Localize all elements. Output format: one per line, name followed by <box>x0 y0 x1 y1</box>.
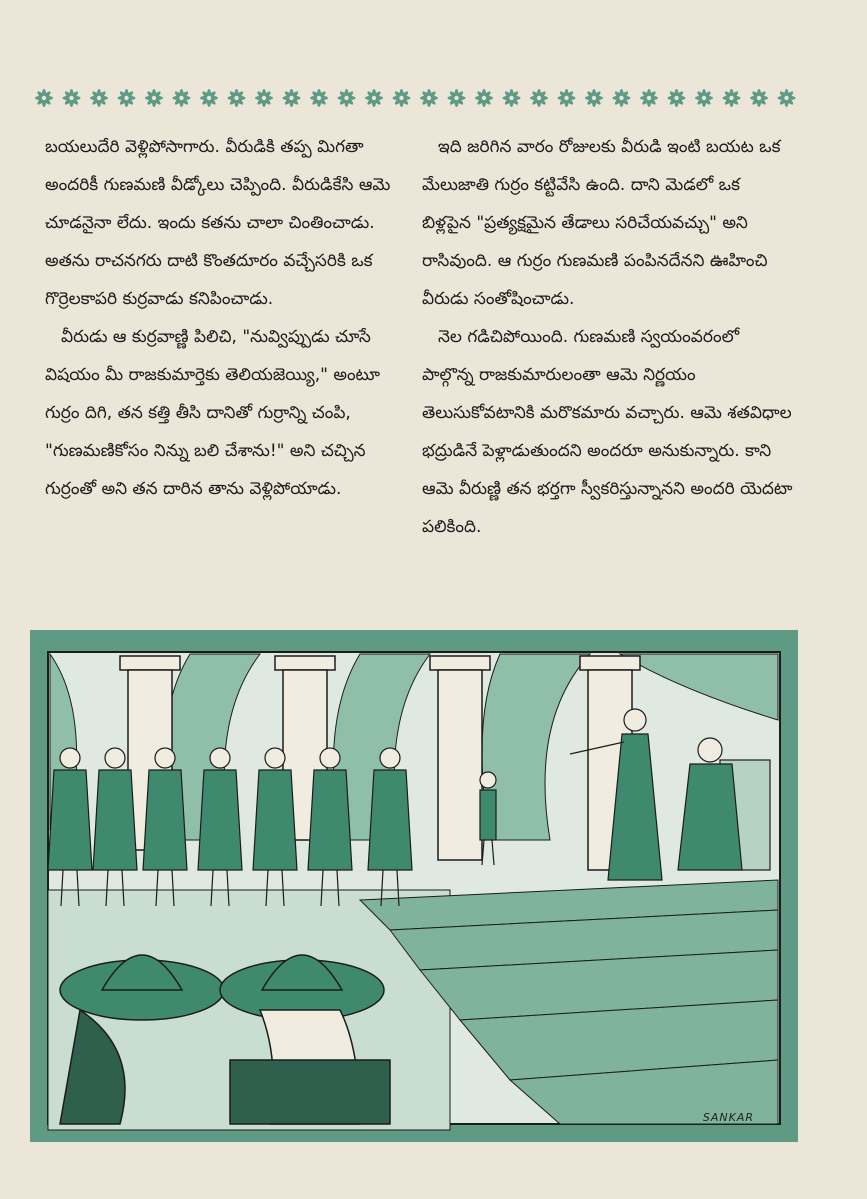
border-flower-icon <box>118 89 136 107</box>
paragraph: ఇది జరిగిన వారం రోజులకు వీరుడి ఇంటి బయట ఒక మేలుజాతి గుర్రం కట్టివేసి ఉంది. దాని మెడలో ఒక బిళ్లపైన "ప్రత్యక్షమైన తేడాలు సరిచేయవచ్చు" అని రాసివుంది. ఆ గుర్రం గుణమణి పంపినదేనని ఊహించి వీరుడు సంతోషించాడు. <box>422 137 781 309</box>
border-flower-icon <box>255 89 273 107</box>
border-flower-icon <box>283 89 301 107</box>
border-flower-icon <box>35 89 53 107</box>
border-flower-icon <box>558 89 576 107</box>
paragraph: నెల గడిచిపోయింది. గుణమణి స్వయంవరంలో పాల్గొన్న రాజకుమారులంతా ఆమె నిర్ణయం తెలుసుకోవటానికి మరొకమారు వచ్చారు. ఆమె శతవిధాల భద్రుడినే పెళ్లాడుతుందని అందరూ అనుకున్నారు. కాని ఆమె వీరుణ్ణి తన భర్తగా స్వీకరిస్తున్నానని అందరి యెదటా పలికింది. <box>422 327 793 537</box>
border-flower-icon <box>420 89 438 107</box>
border-flower-icon <box>63 89 81 107</box>
border-flower-icon <box>310 89 328 107</box>
border-flower-icon <box>200 89 218 107</box>
border-flower-icon <box>530 89 548 107</box>
border-flower-icon <box>585 89 603 107</box>
border-flower-icon <box>750 89 768 107</box>
border-flower-icon <box>228 89 246 107</box>
border-flower-icon <box>503 89 521 107</box>
decorative-border <box>30 84 800 112</box>
border-flower-icon <box>475 89 493 107</box>
right-text-column <box>422 128 794 546</box>
border-flower-icon <box>338 89 356 107</box>
border-flower-icon <box>173 89 191 107</box>
border-flower-icon <box>365 89 383 107</box>
paragraph: వీరుడు ఆ కుర్రవాణ్ణి పిలిచి, "నువ్విప్పుడు చూసే విషయం మీ రాజకుమార్తెకు తెలియజెయ్యి," అంటూ గుర్రం దిగి, తన కత్తి తీసి దానితో గుర్రాన్ని చంపి, "గుణమణికోసం నిన్ను బలి చేశాను!" అని చచ్చిన గుర్రంతో అని తన దారిన తాను వెళ్లిపోయాడు. <box>45 327 381 499</box>
border-flower-icon <box>668 89 686 107</box>
border-flower-icon <box>393 89 411 107</box>
border-flower-icon <box>695 89 713 107</box>
border-flower-icon <box>145 89 163 107</box>
court-scene-illustration <box>30 630 798 1142</box>
border-flower-icon <box>778 89 796 107</box>
border-flower-icon <box>723 89 741 107</box>
border-flower-icon <box>90 89 108 107</box>
border-flower-icon <box>613 89 631 107</box>
paragraph: బయలుదేరి వెళ్లిపోసాగారు. వీరుడికి తప్ప మిగతా అందరికీ గుణమణి వీడ్కోలు చెప్పింది. వీరుడికేసి ఆమె చూడనైనా లేదు. ఇందు కతను చాలా చింతించాడు. అతను రాచనగరు దాటి కొంతదూరం వచ్చేసరికి ఒక గొర్రెలకాపరి కుర్రవాడు కనిపించాడు. <box>45 137 391 309</box>
left-text-column <box>45 128 417 508</box>
border-flower-icon <box>640 89 658 107</box>
border-flower-icon <box>448 89 466 107</box>
artist-signature: SANKAR <box>702 1111 754 1124</box>
